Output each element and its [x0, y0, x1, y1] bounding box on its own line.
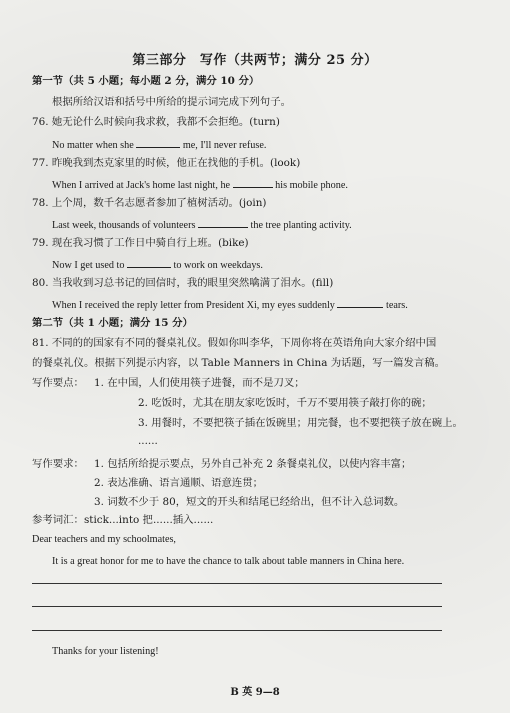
section1-header: 第一节（共 5 小题；每小题 2 分，满分 10 分） [32, 75, 260, 87]
question-77-chinese: 77. 昨晚我到杰克家里的时候，他正在找他的手机。(look) [32, 157, 301, 169]
prompt-line-1: 81. 不同的的国家有不同的餐桌礼仪。假如你叫李华，下周你将在英语角向大家介绍中国 [32, 337, 437, 349]
question-76-post: me, I'll never refuse. [182, 140, 267, 151]
prompt-line-2: 的餐桌礼仪。根据下列提示内容，以 Table Manners in China 为话题，写一篇发言稿。 [32, 357, 446, 369]
part-title: 第三部分 写作（共两节；满分 25 分） [132, 53, 378, 68]
letter-salutation: Dear teachers and my schoolmates, [32, 534, 176, 545]
section2-header: 第二节（共 1 小题；满分 15 分） [32, 317, 193, 329]
question-80-post: tears. [386, 300, 408, 311]
point-ellipsis: ...... [138, 435, 158, 447]
question-78-sentence [52, 217, 352, 232]
letter-opening: It is a great honor for me to have the chance to talk about table manners in China here. [52, 556, 405, 567]
answer-blank-76[interactable] [136, 137, 180, 148]
writing-line-1[interactable] [32, 583, 442, 584]
question-78-chinese: 78. 上个周，数千名志愿者参加了植树活动。(join) [32, 197, 267, 209]
section1-instruction: 根据所给汉语和括号中所给的提示词完成下列句子。 [52, 96, 291, 108]
question-76-sentence [52, 137, 266, 152]
question-76-pre: No matter when she [52, 140, 134, 151]
question-80-pre: When I received the reply letter from President Xi, my eyes suddenly [52, 300, 335, 311]
question-79-chinese: 79. 现在我习惯了工作日中骑自行上班。(bike) [32, 237, 249, 249]
writing-line-2[interactable] [32, 606, 442, 607]
question-79-sentence [52, 257, 263, 272]
letter-closing: Thanks for your listening! [52, 646, 159, 657]
question-78-pre: Last week, thousands of volunteers [52, 220, 196, 231]
question-80-sentence [52, 297, 408, 312]
answer-blank-77[interactable] [233, 177, 273, 188]
question-79-post: to work on weekdays. [173, 260, 263, 271]
requirement-1: 1. 包括所给提示要点，另外自己补充 2 条餐桌礼仪，以使内容丰富； [94, 458, 412, 470]
answer-blank-80[interactable] [337, 297, 383, 308]
requirement-2: 2. 表达准确、语言通顺、语意连贯； [94, 477, 264, 489]
question-79-pre: Now I get used to [52, 260, 125, 271]
answer-blank-79[interactable] [127, 257, 171, 268]
point-2: 2. 吃饭时，尤其在朋友家吃饭时，千万不要用筷子敲打你的碗； [138, 397, 432, 409]
answer-blank-78[interactable] [198, 217, 248, 228]
question-77-pre: When I arrived at Jack's home last night, he [52, 180, 231, 191]
question-78-post: the tree planting activity. [250, 220, 352, 231]
writing-line-3[interactable] [32, 630, 442, 631]
question-77-post: his mobile phone. [275, 180, 348, 191]
point-3: 3. 用餐时，不要把筷子插在饭碗里；用完餐，也不要把筷子放在碗上。 [138, 417, 463, 429]
question-76-chinese: 76. 她无论什么时候向我求救，我都不会拒绝。(turn) [32, 116, 280, 128]
page-footer: B 英 9—8 [230, 687, 280, 698]
point-1: 1. 在中国，人们使用筷子进餐，而不是刀叉； [94, 377, 305, 389]
requirement-3: 3. 词数不少于 80，短文的开头和结尾已经给出，但不计入总词数。 [94, 496, 405, 508]
question-77-sentence [52, 177, 348, 192]
question-80-chinese: 80. 当我收到习总书记的回信时，我的眼里突然噙满了泪水。(fill) [32, 277, 334, 289]
points-label: 写作要点： [32, 377, 84, 389]
requirements-label: 写作要求： [32, 458, 84, 470]
reference-vocabulary: 参考词汇：stick...into 把......插入...... [32, 514, 214, 526]
